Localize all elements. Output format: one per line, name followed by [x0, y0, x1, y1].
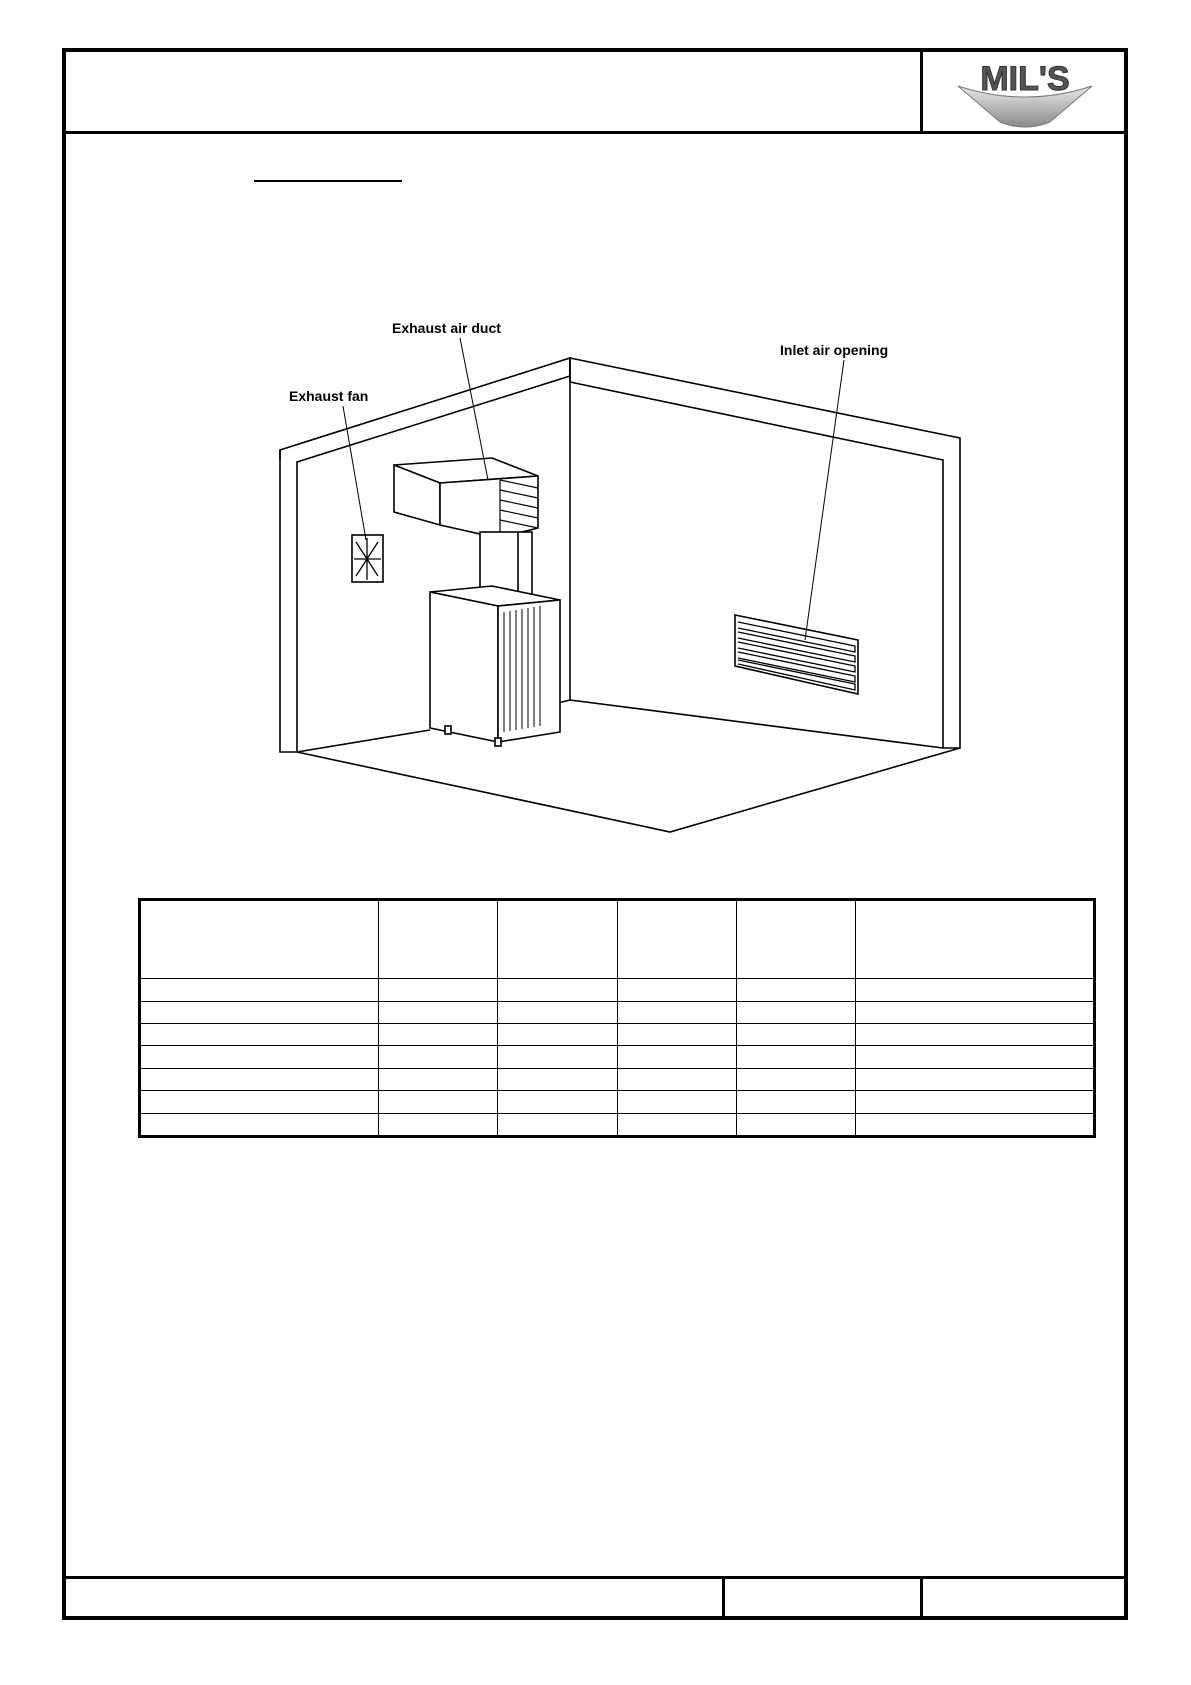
table-row — [140, 979, 1095, 1001]
logo-text: MIL'S — [980, 60, 1070, 98]
label-inlet-air-opening: Inlet air opening — [780, 342, 889, 358]
table-header-cell — [378, 900, 497, 979]
section-title-underline — [254, 180, 402, 182]
footer-separator — [722, 1576, 725, 1620]
table-header-cell — [736, 900, 855, 979]
table-header-cell — [617, 900, 736, 979]
label-exhaust-fan: Exhaust fan — [289, 388, 369, 404]
table-row — [140, 1091, 1095, 1113]
table-header-cell — [856, 900, 1095, 979]
table-row — [140, 1046, 1095, 1068]
table-header-cell — [140, 900, 379, 979]
table-row — [140, 1113, 1095, 1136]
label-exhaust-air-duct: Exhaust air duct — [392, 320, 501, 336]
table-row — [140, 1001, 1095, 1023]
table-header-cell — [498, 900, 617, 979]
table-header-row — [140, 900, 1095, 979]
ventilation-diagram — [270, 310, 970, 840]
footer-separator — [920, 1576, 923, 1620]
table-row — [140, 1068, 1095, 1090]
footer-divider — [62, 1576, 1128, 1579]
mils-logo — [950, 56, 1100, 128]
table-row — [140, 1024, 1095, 1046]
header-divider — [62, 131, 1128, 134]
header-logo-separator — [920, 48, 923, 134]
data-table — [138, 898, 1096, 1138]
